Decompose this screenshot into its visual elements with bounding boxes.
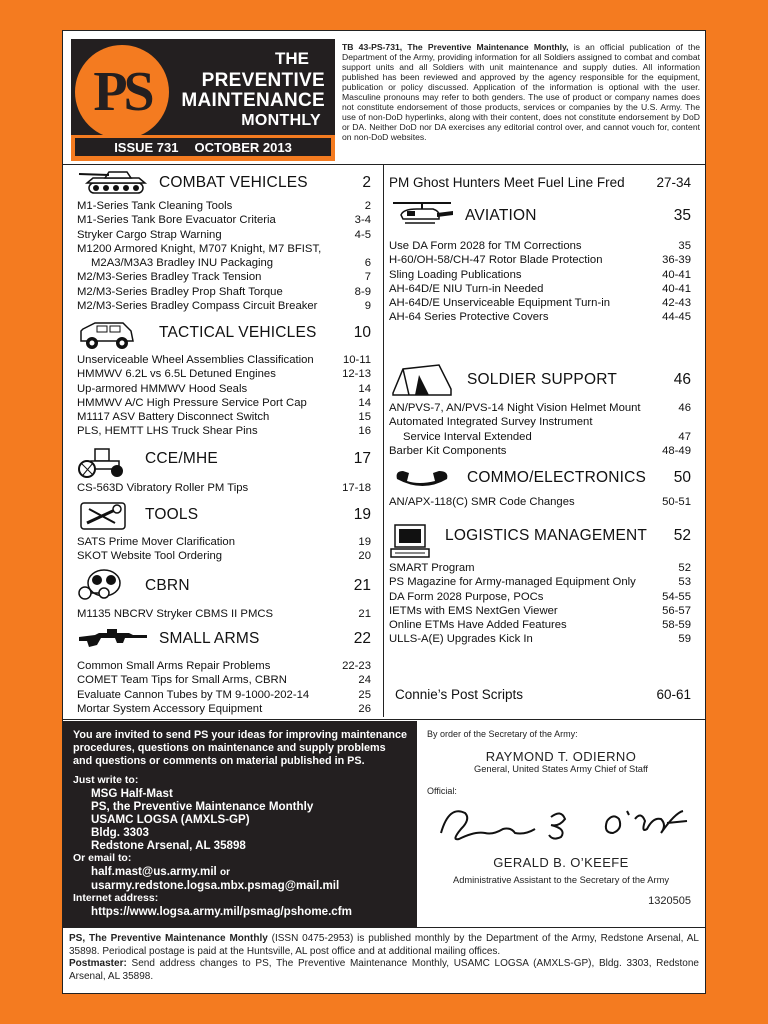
toc-item[interactable]: AH-64D/E Unserviceable Equipment Turn-in 42-43 [389,297,691,310]
toc-item[interactable]: Use DA Form 2028 for TM Corrections 35 [389,240,691,252]
section-page: 46 [673,371,691,388]
toc-item[interactable]: M1200 Armored Knight, M707 Knight, M7 BFIST, [77,242,322,255]
toc-item[interactable]: IETMs with EMS NextGen Viewer 56-57 [389,604,691,617]
section-commo-electronics [389,465,693,509]
section-title: TACTICAL VEHICLES [159,324,317,341]
logo-the: THE [275,49,309,68]
column-divider [383,165,384,717]
admin-assistant-name: GERALD B. O’KEEFE [493,855,629,870]
section-page: 21 [353,577,371,594]
email-label: Or email to: [73,852,132,864]
section-page: 17 [353,450,371,467]
email-line-1 [73,865,407,879]
toc-item[interactable]: Stryker Cargo Strap Warning 4-5 [77,228,371,241]
toc-item[interactable]: AN/APX-118(C) SMR Code Changes 50-51 [389,496,691,508]
section-title: SOLDIER SUPPORT [467,371,618,388]
section-cce-mhe [77,445,373,495]
toc-item[interactable]: SATS Prime Mover Clarification 19 [77,536,371,548]
internet-label: Internet address: [73,892,159,904]
toc-item[interactable]: SMART Program 52 [389,562,691,574]
toc-item[interactable]: Evaluate Cannon Tubes by TM 9-1000-202-14 25 [77,688,371,701]
postmaster-label: Postmaster: [69,958,127,969]
toc-item[interactable]: Mortar System Accessory Equipment 26 [77,702,371,715]
issue-number: ISSUE 731 [114,139,179,155]
toc-item[interactable]: HMMWV 6.2L vs 6.5L Detuned Engines 12-13 [77,368,371,381]
toc-item[interactable]: SKOT Website Tool Ordering 20 [77,550,371,563]
section-page: 35 [673,207,691,224]
section-cbrn [77,567,373,621]
section-tactical-vehicles [77,319,373,439]
section-title: COMMO/ELECTRONICS [467,469,647,486]
section-title: COMBAT VEHICLES [159,174,308,191]
toc-item[interactable]: AN/PVS-7, AN/PVS-14 Night Vision Helmet Mount 46 [389,402,691,414]
legal-lead: TB 43-PS-731, The Preventive Maintenance Monthly, [342,42,569,52]
toc-item[interactable]: PLS, HEMTT LHS Truck Shear Pins 16 [77,425,371,438]
signature-image [431,799,693,849]
rifle-icon [77,625,149,651]
toc-item[interactable]: ULLS-A(E) Upgrades Kick In 59 [389,633,691,646]
chief-of-staff-name: RAYMOND T. ODIERNO [485,749,637,764]
contents-bottom-divider [63,719,705,720]
tools-icon [77,501,129,531]
email-or: or [220,867,231,878]
toc-item[interactable]: HMMWV A/C High Pressure Service Port Cap 14 [77,396,371,409]
toc-item[interactable]: AH-64D/E NIU Turn-in Needed 40-41 [389,282,691,295]
toc-item[interactable]: H-60/OH-58/CH-47 Rotor Blade Protection 36-39 [389,254,691,267]
section-title: CCE/MHE [145,450,218,467]
pub-text: (ISSN 0475-2953) is published monthly by the Department of the Army, Redstone Arsenal, AL 35898. Periodical postage is paid at the Huntsville, AL post office and at additional mailing offices. [69,933,699,957]
email-link-2[interactable]: usarmy.redstone.logsa.mbx.psmag@mail.mil [91,879,340,892]
humvee-icon [77,319,137,351]
mail-address: MSG Half-Mast PS, the Preventive Maintenance Monthly USAMC LOGSA (AMXLS-GP) Bldg. 3303 Redstone Arsenal, AL 35898 [91,787,314,852]
toc-item[interactable]: Up-armored HMMWV Hood Seals 14 [77,382,371,395]
official-label: Official: [427,786,457,796]
section-page: 52 [673,527,691,544]
section-page: 22 [353,630,371,647]
toc-item[interactable]: M2/M3-Series Bradley Prop Shaft Torque 8-9 [77,285,371,298]
invite-intro: You are invited to send PS your ideas for improving maintenance procedures, questions on maintenance and supply problems and questions or comments on material published in PS. [73,729,407,767]
section-title: LOGISTICS MANAGEMENT [445,527,648,544]
section-page: 50 [673,469,691,486]
section-combat-vehicles [77,169,373,313]
email-link-1[interactable]: half.mast@us.army.mil [91,865,217,878]
logo-maintenance: MAINTENANCE [181,90,325,111]
logo-preventive: PREVENTIVE [201,70,325,91]
toc-item[interactable]: M1135 NBCRV Stryker CBMS II PMCS 21 [77,608,371,620]
contents-page [62,30,706,994]
toc-item[interactable]: M1-Series Tank Cleaning Tools 2 [77,200,371,212]
toc-item[interactable]: M2/M3-Series Bradley Compass Circuit Breaker 9 [77,300,371,313]
section-title: AVIATION [465,207,537,224]
postmaster-text: Send address changes to PS, The Preventive Maintenance Monthly, USAMC LOGSA (AMXLS-GP), Bldg. 3303, Redstone Arsenal, AL 35898. [69,958,699,982]
toc-item[interactable]: PS Magazine for Army-managed Equipment Only 53 [389,576,691,589]
website-link[interactable]: https://www.logsa.army.mil/psmag/pshome.cfm [91,905,352,918]
legal-text: is an official publication of the Department of the Army, providing information for all Soldiers assigned to combat and combat support units and all Soldiers with unit maintenance and supply duties. All information published has been reviewed and approved by the agency responsible for the equipment, publication or policy discussed. Application of the information is optional with the user. Masculine pronouns may refer to both genders. The use of product or company names does not constitute endorsement of those products, services or companies by the U.S. Army. The use of non-DoD hyperlinks, along with their content, does not constitute endorsement by DoD or DA. Neither DoD nor DA exercises any editorial control over, and cannot vouch for, content on non-DoD websites. [342,42,700,142]
ps-logo-circle [75,45,169,139]
logo-monthly: MONTHLY [241,112,321,129]
section-title: TOOLS [145,506,199,523]
section-title: CBRN [145,577,190,594]
chief-of-staff-title: General, United States Army Chief of Staff [474,764,648,774]
toc-item[interactable]: Sling Loading Publications 40-41 [389,268,691,281]
section-title: SMALL ARMS [159,630,260,647]
section-logistics-management [389,523,693,647]
ps-logo-text: PS [93,61,151,123]
section-page: 19 [353,506,371,523]
tent-icon [389,359,455,399]
toc-feature-item[interactable]: PM Ghost Hunters Meet Fuel Line Fred 27-34 [389,175,691,190]
toc-item[interactable]: COMET Team Tips for Small Arms, CBRN 24 [77,674,371,687]
tank-icon [77,169,153,197]
admin-assistant-title: Administrative Assistant to the Secretary of the Army [453,875,669,885]
bottom-divider [63,927,705,928]
authority-box [417,721,705,927]
toc-item[interactable]: Common Small Arms Repair Problems 22-23 [77,660,371,672]
section-soldier-support [389,359,693,458]
toc-item[interactable]: M1-Series Tank Bore Evacuator Criteria 3-4 [77,214,371,227]
section-small-arms [77,625,373,716]
toc-item[interactable]: Barber Kit Components 48-49 [389,444,691,457]
helicopter-icon [389,199,455,233]
by-order-text: By order of the Secretary of the Army: [427,729,578,739]
pub-lead: PS, The Preventive Maintenance Monthly [69,933,268,944]
publication-info [69,933,699,983]
toc-item[interactable]: CS-563D Vibratory Roller PM Tips 17-18 [77,482,371,494]
toc-item[interactable]: M2A3/M3A3 Bradley INU Packaging 6 [91,257,371,270]
computer-icon [389,523,433,559]
toc-item[interactable]: Unserviceable Wheel Assemblies Classification 10-11 [77,354,371,366]
write-label: Just write to: [73,774,139,786]
section-tools [77,501,373,564]
section-aviation [389,199,693,325]
legal-notice [342,42,700,142]
header-divider [63,164,705,165]
toc-item[interactable]: Service Interval Extended 47 [403,430,691,443]
section-page: 2 [362,174,371,191]
handset-icon [389,465,455,491]
toc-item[interactable]: DA Form 2028 Purpose, POCs 54-55 [389,590,691,603]
gas-mask-icon [77,567,131,603]
toc-item[interactable]: Automated Integrated Survey Instrument [389,416,593,429]
roller-icon [77,445,127,479]
toc-item[interactable]: M1117 ASV Battery Disconnect Switch 15 [77,411,371,424]
reader-invite-box [63,721,417,927]
toc-feature-item[interactable]: Connie’s Post Scripts 60-61 [395,687,691,702]
toc-item[interactable]: Online ETMs Have Added Features 58-59 [389,619,691,632]
toc-item[interactable]: M2/M3-Series Bradley Track Tension 7 [77,271,371,284]
toc-item[interactable]: AH-64 Series Protective Covers 44-45 [389,311,691,324]
section-page: 10 [353,324,371,341]
issue-date: OCTOBER 2013 [194,139,292,155]
issue-bar [75,138,331,156]
distribution-code: 1320505 [648,895,691,907]
